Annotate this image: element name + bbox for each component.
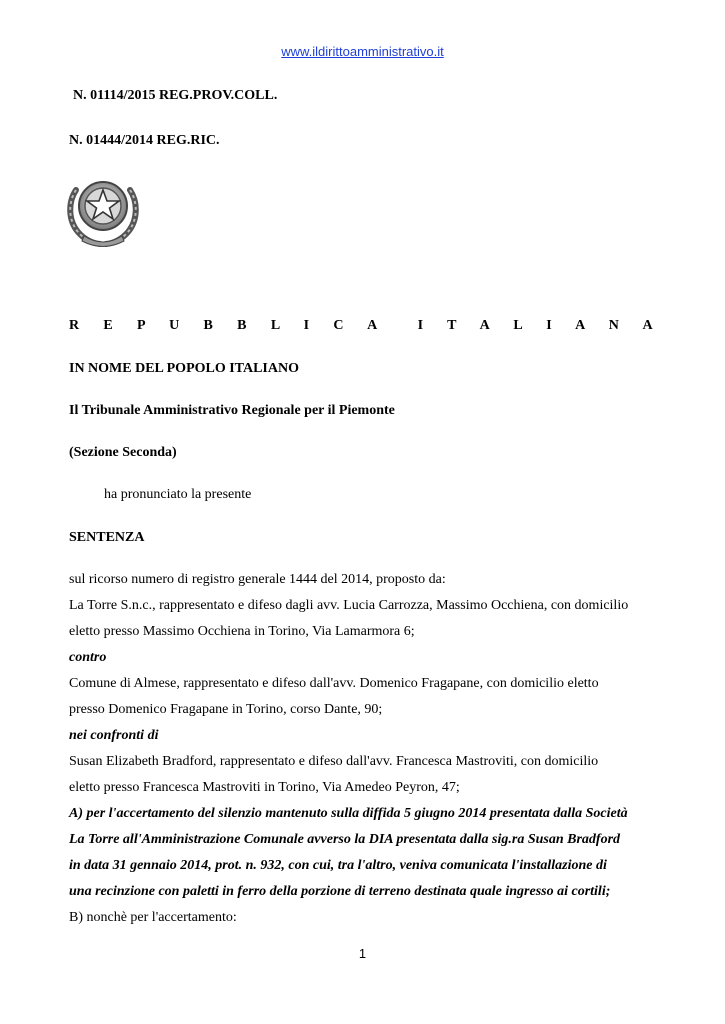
body-line-9: eletto presso Francesca Mastroviti in Torino, Via Amedeo Peyron, 47; bbox=[69, 780, 460, 795]
body-line-1: sul ricorso numero di registro generale 1444 del 2014, proposto da: bbox=[69, 572, 446, 587]
body-line-13: una recinzione con paletti in ferro della porzione di terreno destinata quale ingresso ai cortili; bbox=[69, 884, 611, 899]
tribunale-heading: Il Tribunale Amministrativo Regionale per il Piemonte bbox=[69, 403, 395, 418]
body-line-contro: contro bbox=[69, 650, 107, 665]
body-line-12: in data 31 gennaio 2014, prot. n. 932, con cui, tra l'altro, veniva comunicata l'installazione di bbox=[69, 858, 607, 873]
body-line-6: presso Domenico Fragapane in Torino, corso Dante, 90; bbox=[69, 702, 383, 717]
body-line-14: B) nonchè per l'accertamento: bbox=[69, 910, 237, 925]
body-line-3: eletto presso Massimo Occhiena in Torino, Via Lamarmora 6; bbox=[69, 624, 415, 639]
sentenza-heading: SENTENZA bbox=[69, 530, 145, 545]
body-line-confronti: nei confronti di bbox=[69, 728, 159, 743]
body-line-5: Comune di Almese, rappresentato e difeso dall'avv. Domenico Fragapane, con domicilio eletto bbox=[69, 676, 599, 691]
reg-ric: N. 01444/2014 REG.RIC. bbox=[69, 133, 220, 148]
body-line-11: La Torre all'Amministrazione Comunale avverso la DIA presentata dalla sig.ra Susan Bradford bbox=[69, 832, 621, 847]
italian-republic-emblem-icon bbox=[66, 168, 140, 248]
republic-heading bbox=[69, 318, 663, 334]
republic-word-2: I T A L I A N A bbox=[417, 318, 663, 333]
body-line-8: Susan Elizabeth Bradford, rappresentato e difeso dall'avv. Francesca Mastroviti, con domicilio bbox=[69, 754, 599, 769]
in-nome-heading: IN NOME DEL POPOLO ITALIANO bbox=[69, 361, 299, 376]
sezione-heading: (Sezione Seconda) bbox=[69, 445, 177, 460]
pronunciato-text: ha pronunciato la presente bbox=[104, 487, 252, 502]
page-number: 1 bbox=[358, 946, 367, 961]
website-link[interactable]: www.ildirittoamministrativo.it bbox=[281, 44, 444, 59]
reg-prov-coll: N. 01114/2015 REG.PROV.COLL. bbox=[73, 88, 278, 103]
body-line-2: La Torre S.n.c., rappresentato e difeso dagli avv. Lucia Carrozza, Massimo Occhiena, con domicilio bbox=[69, 598, 629, 613]
republic-word-1: R E P U B B L I C A bbox=[69, 318, 388, 333]
body-line-10: A) per l'accertamento del silenzio mantenuto sulla diffida 5 giugno 2014 presentata dalla Società bbox=[69, 806, 628, 821]
